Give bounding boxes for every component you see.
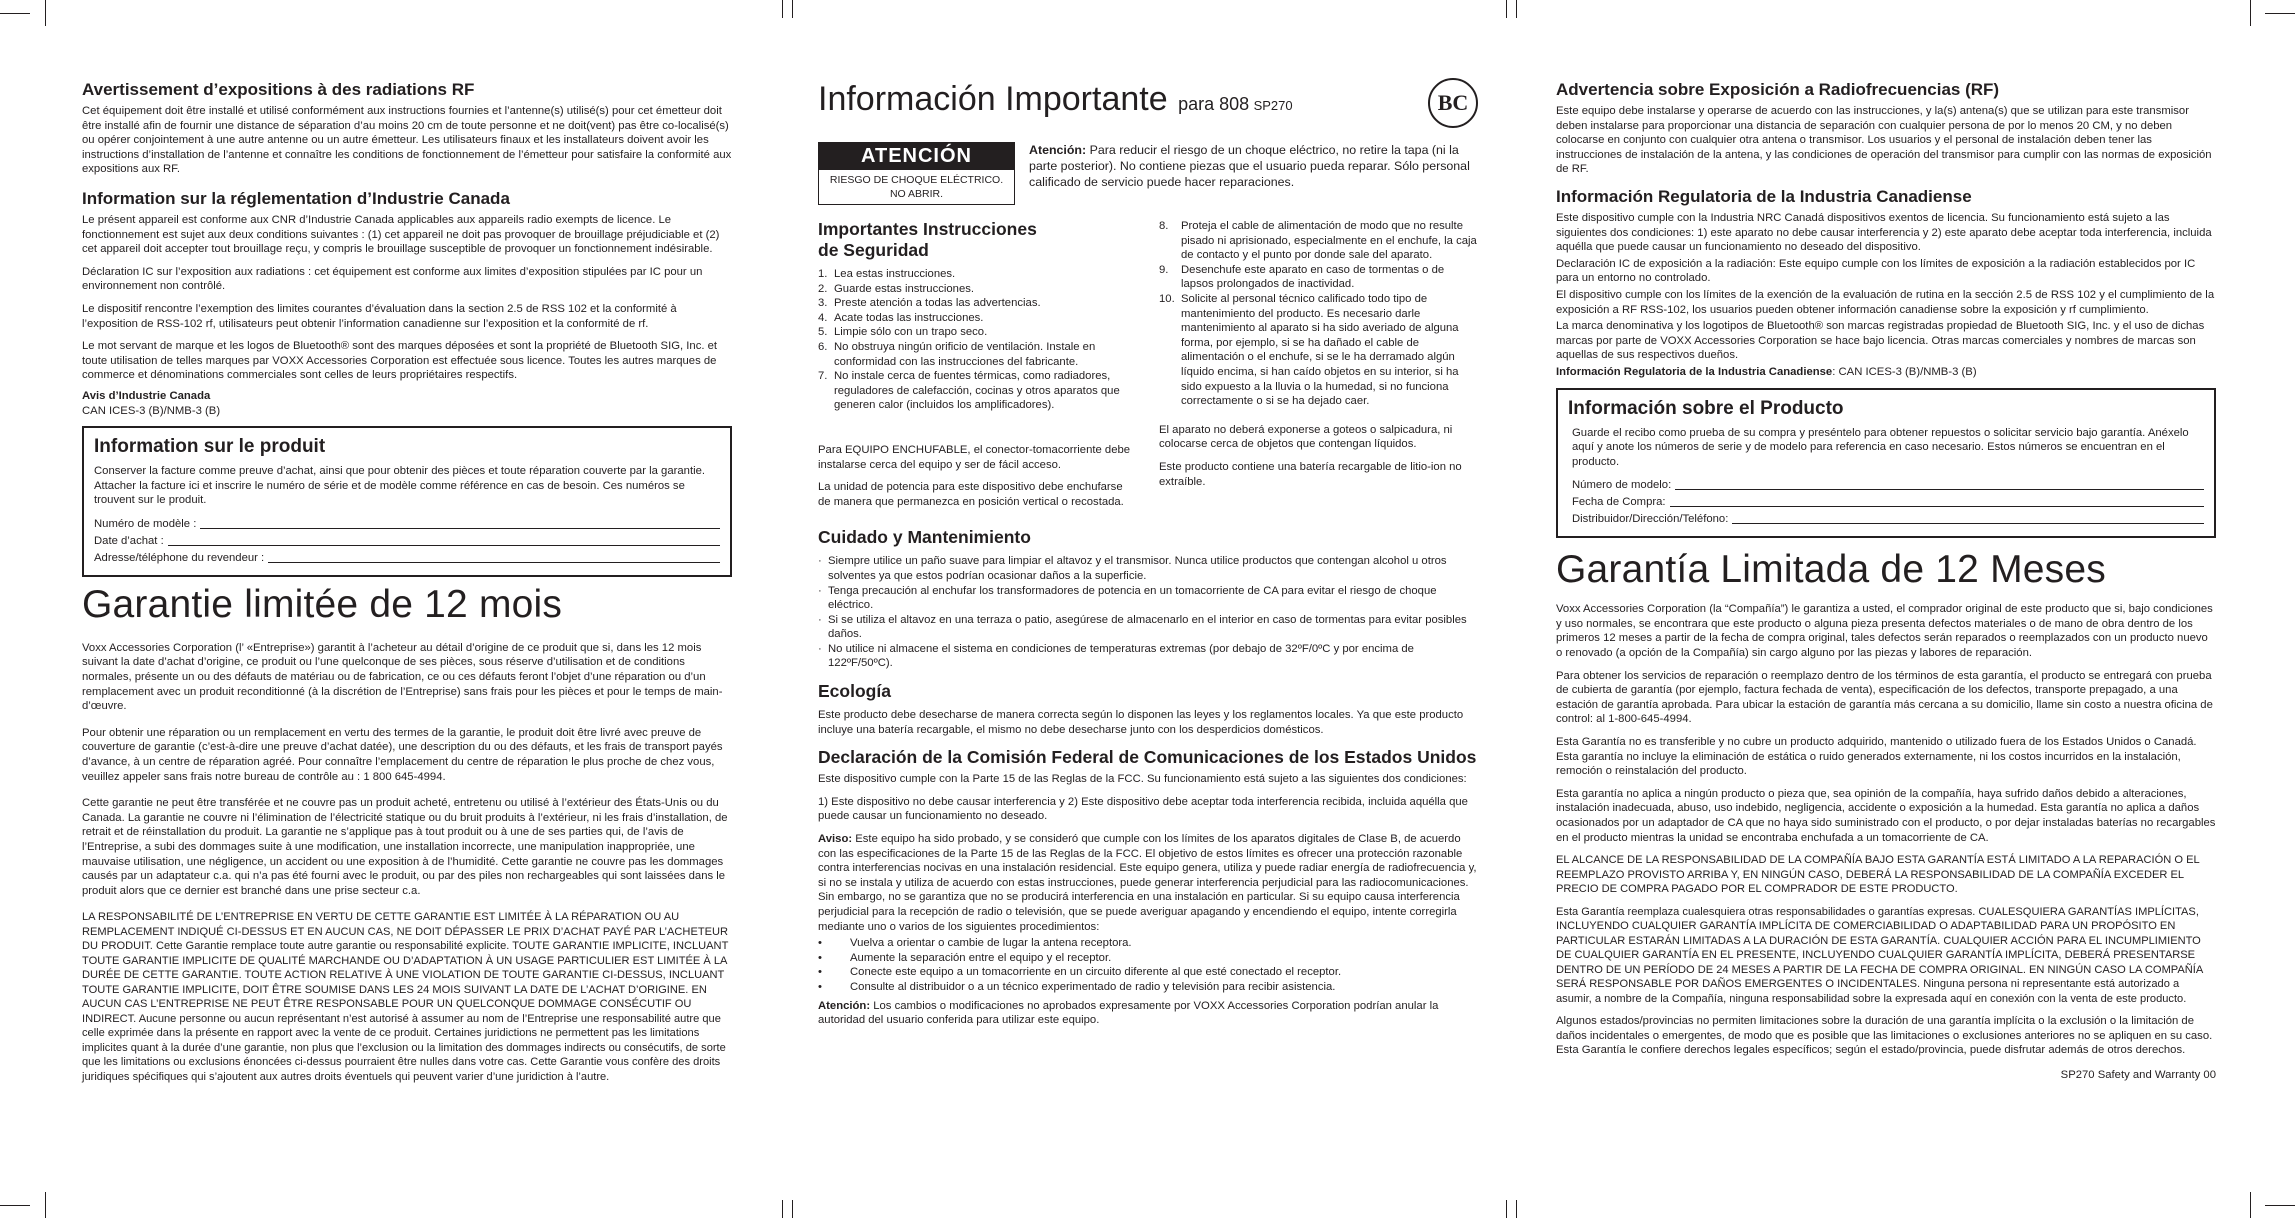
es-warranty-p5: EL ALCANCE DE LA RESPONSABILIDAD DE LA COMPAÑÍA BAJO ESTA GARANTÍA ESTÁ LIMITADO A LA REPARACIÓN O EL REEMPLAZO PROVISTO ARRIBA Y, EN NINGÚN CASO, DEBERÁ LA RESPONSABILIDAD DE LA COMPAÑÍA EXCEDER EL PRECIO DE COMPRA PAGADO POR EL COMPRADOR DE ESTE PRODUCTO. <box>1556 854 2200 896</box>
es-care-list <box>818 554 1478 671</box>
fr-ic-p4: Le mot servant de marque et les logos de Bluetooth® sont des marques déposées et sont la propriété de Bluetooth SIG, Inc. et toute utilisation de telles marques par VOXX Accessories Corporation est effectuée sous licence. Toutes les autres marques de commerce et dénominations commerciales sont celles de leurs propriétaires respectifs. <box>82 340 718 382</box>
es-warranty-p6: Esta Garantía reemplaza cualesquiera otras responsabilidades o garantías expresas. CUALESQUIERA GARANTÍAS IMPLÍCITAS, INCLUYENDO CUALQUIER GARANTÍA IMPLÍCITA DE COMERCIABILIDAD O ADAPTABILIDAD PARA UN PROPÓSITO EN PARTICULAR ESTARÁN LIMITADAS A LA DURACIÓN DE ESTA GARANTÍA. CUALQUIER ACCIÓN PARA EL INCUMPLIMIENTO DE CUALQUIER GARANTÍA EN EL PRESENTE, INCLUYENDO CUALQUIER GARANTÍA IMPLÍCITA, DEBERÁ PRESENTARSE DENTRO DE UN PERÍODO DE 24 MESES A PARTIR DE LA FECHA DE COMPRA ORIGINAL. EN NINGÚN CASO LA COMPAÑÍA SERÁ RESPONSABLE POR DAÑOS EMERGENTES O INCIDENTALES. Ninguna persona ni representante está autorizado a asumir, a nombre de la Compañía, ninguna responsabilidad sobre la expresada aquí en conexión con la venta de este producto. <box>1556 905 2203 1005</box>
list-item: 3. Preste atención a todas las advertencias. <box>818 297 1041 310</box>
crop-mark <box>1506 1200 1507 1218</box>
spanish-center-column <box>818 78 1478 1036</box>
es-fcc-attention: Atención: Los cambios o modificaciones no aprobados expresamente por VOXX Accessories Corporation podrían anular la autoridad del usuario conferida para utilizar este equipo. <box>818 999 1439 1027</box>
fr-ic-p3: Le dispositif rencontre l’exemption des limites courantes d’évaluation dans la section 2.5 de RSS 102 et la conformité à l’exposition de RSS-102 rf, utilisateurs peut obtenir l’information canadienne sur l’exposition et la conformité de rf. <box>82 302 677 330</box>
list-item: • Conecte este equipo a un tomacorriente en un circuito diferente al que esté conectado el receptor. <box>818 966 1342 979</box>
list-item: · No utilice ni almacene el sistema en condiciones de temperaturas extremas (por debajo de 32ºF/0ºC y por encima de 122ºF/50ºC). <box>818 642 1414 670</box>
es-title-model: SP270 <box>1253 98 1293 113</box>
es-warranty-p1: Voxx Accessories Corporation (la “Compañía”) le garantiza a usted, el comprador original de este producto que si, bajo condiciones y uso normales, se encontrara que este producto o alguna pieza presenta defectos materiales o de mano de obra dentro de los primeros 12 meses a partir de la fecha de compra original, tales defectos serán reparados o reemplazados con un producto nuevo o renovado (a opción de la Compañía) sin cargo alguno por las piezas y labores de reparación. <box>1556 603 2213 660</box>
fr-warranty-p2: Pour obtenir une réparation ou un remplacement en vertu des termes de la garantie, le produit doit être livré avec preuve de couverture de garantie (c’est-à-dire une preuve d’achat datée), une description du ou des défauts, et les frais de transport payés d’avance, à un centre de réparation agréé. Pour connaître l’emplacement du centre de réparation le plus proche de chez vous, veuillez appeler sans frais notre bureau de contrôle au : 1 800 645-4994. <box>82 726 723 783</box>
fr-dealer-line[interactable] <box>268 550 720 563</box>
es-rf-heading: Advertencia sobre Exposición a Radiofrecuencias (RF) <box>1556 80 2000 99</box>
list-item: · Si se utiliza el altavoz en una terraza o patio, asegúrese de almacenarlo en el interior en caso de tormentas para evitar posibles daños. <box>818 613 1467 641</box>
fr-warranty-title: Garantie limitée de 12 mois <box>82 582 563 626</box>
list-item: 8. Proteja el cable de alimentación de modo que no resulte pisado ni aprisionado, especialmente en el enchufe, la caja de contacto y el punto por donde sale del aparato. <box>1159 220 1477 262</box>
fr-date-field[interactable] <box>94 533 720 550</box>
fr-date-label: Date d’achat : <box>94 534 164 547</box>
es-care-heading: Cuidado y Mantenimiento <box>818 527 1031 548</box>
es-date-line[interactable] <box>1670 494 2204 507</box>
fr-product-info-title: Information sur le produit <box>94 436 326 458</box>
es-ic-heading: Información Regulatoria de la Industria Canadiense <box>1556 186 1972 206</box>
list-item: • Vuelva a orientar o cambie de lugar la antena receptora. <box>818 937 1132 950</box>
list-item: 5. Limpie sólo con un trapo seco. <box>818 326 988 339</box>
fr-date-line[interactable] <box>168 533 720 546</box>
crop-mark <box>2265 13 2295 14</box>
es-product-info-box <box>1556 388 2216 539</box>
es-eco-heading: Ecología <box>818 681 891 702</box>
crop-mark <box>2265 1205 2295 1206</box>
es-ic-p3: El dispositivo cumple con los límites de la exención de la evaluación de rutina en la sección 2.5 de RSS 102 y el cumplimiento de la exposición a RF RSS-102, los usuarios pueden obtener información canadiense sobre la exposición y rf cumplimiento. <box>1556 288 2215 316</box>
fr-product-info-text: Conserver la facture comme preuve d’achat, ainsi que pour obtenir des pièces et toute réparation couverte par la garantie. Attacher la facture ici et inscrire le numéro de série et de modèle comme référence en cas de besoin. Ces numéros se trouvent sur le produit. <box>94 465 706 507</box>
crop-mark <box>792 0 793 18</box>
list-item: · Tenga precaución al enchufar los transformadores de potencia en un tomacorriente de CA para evitar el riesgo de choque eléctrico. <box>818 584 1437 612</box>
crop-mark <box>792 1200 793 1218</box>
fr-product-info-box <box>82 426 732 577</box>
es-attention-lead: Atención: <box>1029 143 1087 157</box>
fr-ic-p1: Le présent appareil est conforme aux CNR d’Industrie Canada applicables aux appareils radio exempts de licence. Le fonctionnement est sujet aux deux conditions suivantes : (1) cet appareil ne doit pas provoquer de brouillage préjudiciable et (2) cet appareil doit accepter tout brouillage reçu, y compris le brouillage susceptible de provoquer un fonctionnement indésirable. <box>82 213 720 256</box>
es-warranty-p3: Esta Garantía no es transferible y no cubre un producto adquirido, mantenido o utilizado fuera de los Estados Unidos o Canadá. Esta garantía no incluye la eliminación de estática o ruido generados externamente, ni los costos incurridos en la instalación, remoción o reinstalación del producto. <box>1556 736 2197 778</box>
es-attention-box <box>818 142 1015 205</box>
list-item: • Consulte al distribuidor o a un técnico experimentado de radio y televisión para recibir asistencia. <box>818 980 1336 993</box>
fr-warranty-p1: Voxx Accessories Corporation (l’ «Entreprise») garantit à l’acheteur au détail d’origine de ce produit que si, dans les 12 mois suivant la date d’achat d’origine, ce produit ou l’une quelconque de ses pièces, sous réserve d’utilisation et de conditions normales, présente un ou des défauts de matériau ou de fabrication, ce ou ces défauts feront l’objet d’une réparation ou d’un remplacement avec un produit reconditionné (à la discrétion de l’Entreprise) sans frais pour les pièces et pour le temps de main-d’œuvre. <box>82 641 723 713</box>
es-instructions-grid <box>818 219 1478 517</box>
es-fcc-aviso: Aviso: Este equipo ha sido probado, y se consideró que cumple con los límites de los aparatos digitales de Clase B, de acuerdo con las especificaciones de la Parte 15 de las Reglas de la FCC. El objetivo de estos límites es ofrecer una protección razonable contra interferencias nocivas en una instalación residencial. Este equipo genera, utiliza y puede radiar energía de radiofrecuencia y, si no se instala y utiliza de acuerdo con estas instrucciones, puede generar interferencia perjudicial para las radiocomunicaciones. Sin embargo, no se garantiza que no se producirá interferencia en una instalación en particular. Si su equipo causa interferencia perjudicial para la recepción de radio o televisión, que se puede averiguar apagando y encendiendo el equipo, intente corregirla mediante uno o varios de los siguientes procedimientos: <box>818 833 1477 933</box>
list-item: 2. Guarde estas instrucciones. <box>818 282 975 295</box>
fr-rf-text: Cet équipement doit être installé et utilisé conformément aux instructions fournies et l’antenne(s) utilisé(s) pour cet émetteur doit être installé afin de fournir une distance de séparation d’au moins 20 cm de toute personne et ne doit(vent) pas être co-localisé(s) ou opérer conjointement à une autre antenne ou un autre émetteur. Les utilisateurs finaux et les installateurs doivent avoir les instructions d’installation de l’antenne et connaître les conditions de fonctionnement de l’émetteur pour satisfaire la conformité aux expositions aux RF. <box>82 105 732 176</box>
es-instructions-list <box>818 267 1137 413</box>
es-unit-note: La unidad de potencia para este dispositivo debe enchufarse de manera que permanezca en posición vertical o recostada. <box>818 481 1124 508</box>
es-attention-row <box>818 142 1478 205</box>
es-eco-text: Este producto debe desecharse de manera correcta según lo disponen las leyes y los reglamentos locales. Ya que este producto incluye una batería recargable, el mismo no debe desecharse junto con los desperdicios domésticos. <box>818 709 1464 736</box>
fr-avis-label: Avis d’Industrie Canada <box>82 389 211 402</box>
es-warranty-p2: Para obtener los servicios de reparación o reemplazo dentro de los términos de esta garantía, el producto se entregará con prueba de cubierta de garantía (por ejemplo, factura fechada de venta), especificación de los defectos, transporte prepagado, a una estación de garantía aprobada. Para ubicar la estación de garantía más cercana a su domicilio, llame sin costo a nuestra oficina de control: al 1-800-645-4994. <box>1556 669 2213 726</box>
es-dealer-label: Distribuidor/Dirección/Teléfono: <box>1572 513 1729 526</box>
crop-mark <box>0 1205 30 1206</box>
list-item: 10. Solicite al personal técnico calificado todo tipo de mantenimiento del producto. Es necesario darle mantenimiento al aparato si ha sido averiado de alguna forma, por ejemplo, si se ha dañado el cable de alimentación o el enchufe, si se le ha derramado algún líquido encima, si han caído objetos en su interior, si ha sido expuesto a la lluvia o la humedad, si no funciona correctamente o si se ha dejado caer. <box>1159 292 1459 408</box>
es-footer: SP270 Safety and Warranty 00 <box>2060 1068 2216 1081</box>
es-attention-sub: RIESGO DE CHOQUE ELÉCTRICO. NO ABRIR. <box>829 174 1004 200</box>
es-warranty-p7: Algunos estados/provincias no permiten limitaciones sobre la duración de una garantía implícita o la exclusión o la limitación de daños incidentales o emergentes, de modo que es posible que las limitaciones o exclusiones anteriores no se apliquen en su caso. Esta Garantía le confiere derechos legales específicos; según el estado/provincia, puede disfrutar además de otros derechos. <box>1556 1015 2213 1057</box>
es-instructions-right <box>1159 219 1478 517</box>
fr-warranty-p3: Cette garantie ne peut être transférée et ne couvre pas un produit acheté, entretenu ou utilisé à l’extérieur des États-Unis ou du Canada. La garantie ne couvre ni l’élimination de l’électricité statique ou du bruit produits à l’extérieur, ni les frais d’installation, de retrait et de réinstallation du produit. La garantie ne s’applique pas à tout produit ou à une de ses parties qui, de l’avis de l’Entreprise, a subi des dommages suite à une modification, une installation incorrecte, une manipulation inappropriée, une mauvaise utilisation, une négligence, un accident ou une exposition à de l’humidité. Cette garantie ne couvre pas les dommages causés par un adaptateur c.a. qui n’a pas été fourni avec le produit, ou par des piles non rechargeables qui sont laissées dans le produit alors que ce dernier est branché dans une prise secteur c.a. <box>82 797 728 897</box>
es-page-title <box>818 80 1293 119</box>
list-item: 7. No instale cerca de fuentes térmicas, como radiadores, reguladores de calefacción, cocinas y otros aparatos que generen calor (incluidos los amplificadores). <box>818 370 1120 412</box>
crop-mark <box>1516 0 1517 18</box>
list-item: • Aumente la separación entre el equipo y el receptor. <box>818 951 1112 964</box>
fr-model-label: Numéro de modèle : <box>94 517 197 530</box>
crop-mark <box>45 1192 46 1218</box>
es-date-label: Fecha de Compra: <box>1572 496 1666 509</box>
es-attention-body: Para reducir el riesgo de un choque eléctrico, no retire la tapa (ni la parte posterior). No contiene piezas que el usuario pueda reparar. Sólo personal calificado de servicio puede hacer reparaciones. <box>1029 143 1470 189</box>
es-model-field[interactable] <box>1572 477 2204 494</box>
es-model-line[interactable] <box>1675 477 2204 490</box>
es-instructions-left <box>818 219 1137 517</box>
es-fcc-bullets <box>818 936 1478 994</box>
crop-mark <box>2250 0 2251 26</box>
es-plug-note: Para EQUIPO ENCHUFABLE, el conector-tomacorriente debe instalarse cerca del equipo y ser de fácil acceso. <box>818 443 1131 471</box>
es-rf-text: Este equipo debe instalarse y operarse de acuerdo con las instrucciones, y la(s) antena(s) que se utilizan para este transmisor deben instalarse para proporcionar una distancia de separación con cualquier persona de por lo menos 20 CM, y no deben colocarse en conjunto con cualquier otra antena o transmisor. Los usuarios y el personal de instalación deben tener las instrucciones de instalación de la antena, y las condiciones de operación del transmisor para cumplir con las normas de exposición de RF. <box>1556 105 2212 176</box>
es-dealer-field[interactable] <box>1572 511 2204 528</box>
es-product-info-text: Guarde el recibo como prueba de su compra y preséntelo para obtener repuestos o solicitar servicio bajo garantía. Anéxelo aquí y anote los números de serie y de modelo para referencia en caso necesario. Estos números se encuentran en el producto. <box>1572 426 2189 468</box>
crop-mark <box>1516 1200 1517 1218</box>
es-instructions-list-b <box>1159 219 1478 409</box>
crop-mark <box>782 0 783 18</box>
list-item: 6. No obstruya ningún orificio de ventilación. Instale en conformidad con las instrucciones del fabricante. <box>818 340 1096 368</box>
es-fcc-p1: Este dispositivo cumple con la Parte 15 de las Reglas de la FCC. Su funcionamiento está sujeto a las siguientes dos condiciones: <box>818 773 1467 786</box>
crop-mark <box>2250 1192 2251 1218</box>
list-item: 9. Desenchufe este aparato en caso de tormentas o de lapsos prolongados de inactividad. <box>1159 263 1445 291</box>
es-date-field[interactable] <box>1572 494 2204 511</box>
es-fcc-p2: 1) Este dispositivo no debe causar interferencia y 2) Este dispositivo debe aceptar toda interferencia recibida, incluida aquélla que puede causar un funcionamiento no deseado. <box>818 795 1468 823</box>
fr-ic-p2: Déclaration IC sur l’exposition aux radiations : cet équipement est conforme aux limites d’exposition stipulées par IC pour un environnement non contrôlé. <box>82 265 703 293</box>
fr-avis-value: CAN ICES-3 (B)/NMB-3 (B) <box>82 404 221 417</box>
es-warranty-title: Garantía Limitada de 12 Meses <box>1556 548 2106 592</box>
es-ic-notice: Información Regulatoria de la Industria Canadiense: CAN ICES-3 (B)/NMB-3 (B) <box>1556 365 1977 378</box>
es-model-label: Número de modelo: <box>1572 479 1672 492</box>
es-title-main: Información Importante <box>818 80 1168 118</box>
es-dealer-line[interactable] <box>1732 511 2204 524</box>
list-item: · Siempre utilice un paño suave para limpiar el altavoz y el transmisor. Nunca utilice productos que contengan alcohol u otros solventes ya que estos podrían ocasionar daños a la superficie. <box>818 555 1447 582</box>
fr-dealer-label: Adresse/téléphone du revendeur : <box>94 551 265 564</box>
fr-warranty-p4: LA RESPONSABILITÉ DE L’ENTREPRISE EN VERTU DE CETTE GARANTIE EST LIMITÉE À LA RÉPARATION OU AU REMPLACEMENT INDIQUÉ CI-DESSUS ET EN AUCUN CAS, NE DOIT DÉPASSER LE PRIX D’ACHAT PAYÉ PAR L’ACHETEUR DU PRODUIT. Cette Garantie remplace toute autre garantie ou responsabilité explicite. TOUTE GARANTIE IMPLICITE, INCLUANT TOUTE GARANTIE IMPLICITE DE QUALITÉ MARCHANDE OU D’ADAPTATION À UN USAGE PARTICULIER EST LIMITÉE À LA DURÉE DE CETTE GARANTIE. TOUTE ACTION RELATIVE À UNE VIOLATION DE TOUTE GARANTIE CI-DESSUS, INCLUANT TOUTE GARANTIE IMPLICITE, DOIT ÊTRE SOUMISE DANS LES 24 MOIS SUIVANT LA DATE DE L’ACHAT D’ORIGINE. EN AUCUN CAS L’ENTREPRISE NE PEUT ÊTRE RESPONSABLE POUR UN QUELCONQUE DOMMAGE CONSÉCUTIF OU INDIRECT. Aucune personne ou aucun représentant n’est autorisé à assumer au nom de l’Entreprise une responsabilité autre que celle exprimée dans la présente en rapport avec la vente de ce produit. Certaines juridictions ne permettent pas les limitations implicites quant à la durée d’une garantie, non plus que l’exclusion ou la limitation des dommages indirects ou consécutifs, de sorte que les limitations ou exclusions énoncées ci-dessus pourraient être nulles dans votre cas. Cette Garantie vous confère des droits juridiques spécifiques qui s’ajoutent aux autres droits éventuels qui peuvent varier d’une juridiction à l’autre. <box>82 911 729 1083</box>
list-item: 1. Lea estas instrucciones. <box>818 268 956 280</box>
es-ic-p4: La marca denominativa y los logotipos de Bluetooth® son marcas registradas propiedad de Bluetooth SIG, Inc. y el uso de dichas marcas por parte de VOXX Accessories Corporation se hace bajo licencia. Otras marcas comerciales y nombres de marcas son aquellas de sus respectivos dueños. <box>1556 320 2205 362</box>
es-ic-p2: Declaración IC de exposición a la radiación: Este equipo cumple con los límites de exposición a la radiación establecidos por IC para un entorno no controlado. <box>1556 257 2196 285</box>
es-battery-note: Este producto contiene una batería recargable de litio-ion no extraíble. <box>1159 460 1462 488</box>
es-drip-note: El aparato no deberá exponerse a goteos o salpicadura, ni colocarse cerca de objetos que contengan líquidos. <box>1159 423 1453 451</box>
es-warranty-p4: Esta garantía no aplica a ningún producto o pieza que, sea opinión de la compañía, haya sufrido daños debido a alteraciones, instalación inadecuada, abuso, uso indebido, negligencia, accidente o exposición a la humedad. Esta garantía no aplica a daños ocasionados por un adaptador de CA que no haya sido suministrado con el producto, o por dejar instaladas baterías no recargables en el producto mientras la unidad se encontraba enchufada a un tomacorriente de CA. <box>1556 787 2216 844</box>
fr-ic-heading: Information sur la réglementation d’Industrie Canada <box>82 188 510 208</box>
es-title-row <box>818 78 1478 128</box>
fr-model-line[interactable] <box>200 516 720 529</box>
fr-rf-heading: Avertissement d’expositions à des radiations RF <box>82 80 475 99</box>
es-attention-text <box>1029 142 1478 197</box>
es-title-para: para 808 <box>1178 94 1250 114</box>
french-column <box>82 80 732 1092</box>
es-instructions-heading: Importantes Instrucciones de Seguridad <box>818 219 1037 260</box>
bc-badge-icon: BC <box>1428 78 1478 128</box>
crop-mark <box>45 0 46 26</box>
fr-dealer-field[interactable] <box>94 550 720 567</box>
fr-model-field[interactable] <box>94 516 720 533</box>
crop-mark <box>0 13 30 14</box>
es-fcc-heading: Declaración de la Comisión Federal de Comunicaciones de los Estados Unidos <box>818 747 1477 768</box>
es-ic-p1: Este dispositivo cumple con la Industria NRC Canadá dispositivos exentos de licencia. Su funcionamiento está sujeto a las siguientes dos condiciones: 1) este aparato no debe causar interferencia y 2) este aparato debe aceptar toda interferencia, incluida aquélla que puede causar un funcionamiento no deseado del dispositivo. <box>1556 211 2212 254</box>
es-product-info-title: Información sobre el Producto <box>1568 397 1844 419</box>
es-attention-label: ATENCIÓN <box>819 143 1014 170</box>
crop-mark <box>1506 0 1507 18</box>
crop-mark <box>782 1200 783 1218</box>
list-item: 4. Acate todas las instrucciones. <box>818 311 984 324</box>
spanish-right-column <box>1556 80 2216 1091</box>
